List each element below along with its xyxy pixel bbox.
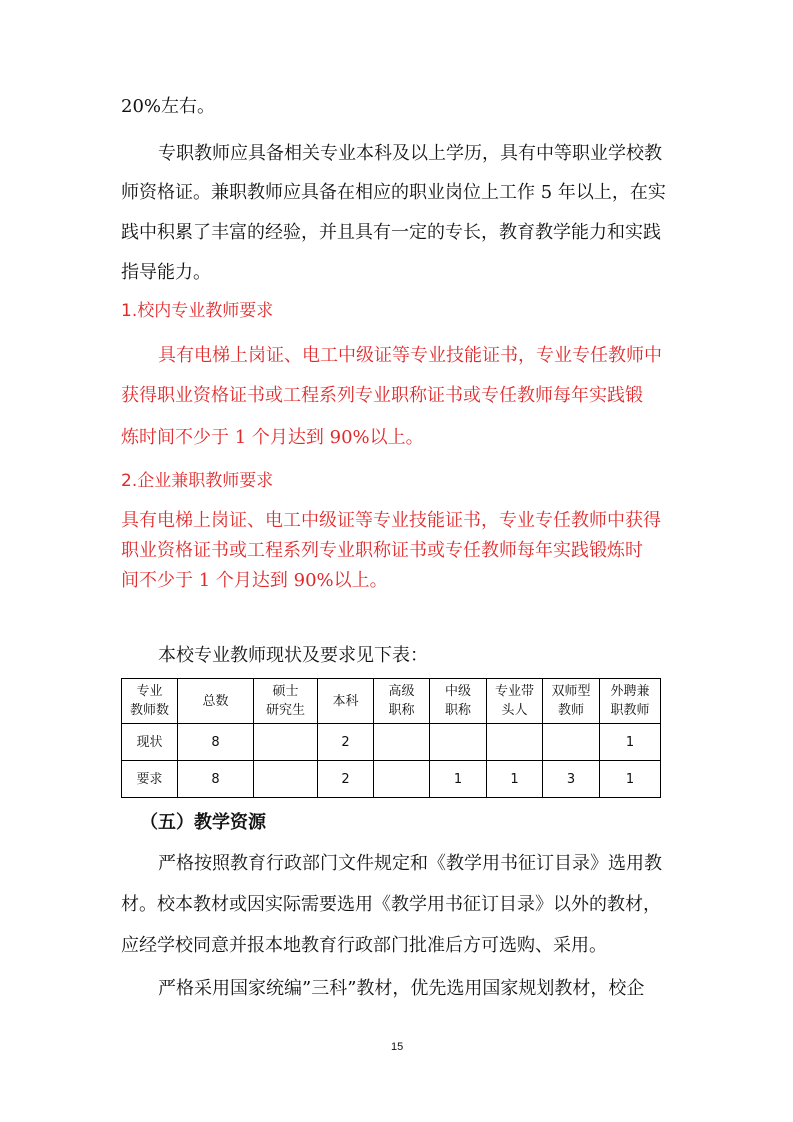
table-cell: 2 — [318, 724, 374, 761]
paragraph-line: 职业资格证书或工程系列专业职称证书或专任教师每年实践锻炼时 — [121, 540, 643, 561]
paragraph-line: 专职教师应具备相关专业本科及以上学历，具有中等职业学校教 — [158, 143, 662, 164]
table-cell — [254, 724, 318, 761]
table-cell: 1 — [600, 761, 661, 798]
header-cell: 中级 职称 — [430, 679, 487, 724]
table-cell: 8 — [178, 724, 254, 761]
table-cell: 1 — [600, 724, 661, 761]
page-number: 15 — [391, 1041, 404, 1053]
table-cell: 要求 — [122, 761, 178, 798]
table-header-row — [122, 679, 661, 724]
table-cell — [430, 724, 487, 761]
table-cell — [543, 724, 600, 761]
table-row — [122, 761, 661, 798]
table-cell — [254, 761, 318, 798]
subheading-internal-teachers: 1.校内专业教师要求 — [121, 301, 274, 321]
header-cell: 总数 — [178, 679, 254, 724]
paragraph-line: 应经学校同意并报本地教育行政部门批准后方可选购、采用。 — [121, 935, 607, 956]
paragraph-line: 具有电梯上岗证、电工中级证等专业技能证书，专业专任教师中 — [158, 345, 662, 366]
table-cell: 2 — [318, 761, 374, 798]
header-cell: 专业 教师数 — [122, 679, 178, 724]
table-intro: 本校专业教师现状及要求见下表： — [158, 645, 428, 666]
header-cell: 硕士 研究生 — [254, 679, 318, 724]
table-cell: 8 — [178, 761, 254, 798]
table-cell — [374, 724, 430, 761]
paragraph-line: 间不少于 1 个月达到 90%以上。 — [121, 570, 388, 591]
paragraph-line: 指导能力。 — [121, 262, 211, 283]
subheading-enterprise-teachers: 2.企业兼职教师要求 — [121, 471, 274, 491]
paragraph-line: 具有电梯上岗证、电工中级证等专业技能证书，专业专任教师中获得 — [121, 510, 661, 531]
paragraph-line: 师资格证。兼职教师应具备在相应的职业岗位上工作 5 年以上，在实 — [121, 182, 666, 203]
header-cell: 本科 — [318, 679, 374, 724]
paragraph-line: 获得职业资格证书或工程系列专业职称证书或专任教师每年实践锻 — [121, 385, 643, 406]
header-cell: 双师型 教师 — [543, 679, 600, 724]
header-cell: 高级 职称 — [374, 679, 430, 724]
table-row — [122, 724, 661, 761]
table-cell — [374, 761, 430, 798]
paragraph-line: 炼时间不少于 1 个月达到 90%以上。 — [121, 427, 424, 448]
table-cell: 现状 — [122, 724, 178, 761]
paragraph-line: 20%左右。 — [121, 96, 216, 117]
paragraph-line: 践中积累了丰富的经验，并且具有一定的专长，教育教学能力和实践 — [121, 222, 661, 243]
table-cell — [487, 724, 543, 761]
header-cell: 外聘兼 职教师 — [600, 679, 661, 724]
header-cell: 专业带 头人 — [487, 679, 543, 724]
table-cell: 3 — [543, 761, 600, 798]
table-cell: 1 — [487, 761, 543, 798]
paragraph-line: 严格按照教育行政部门文件规定和《教学用书征订目录》选用教 — [158, 853, 662, 874]
paragraph-line: 材。校本教材或因实际需要选用《教学用书征订目录》以外的教材， — [121, 894, 661, 915]
paragraph-line: 严格采用国家统编”三科”教材，优先选用国家规划教材，校企 — [158, 978, 645, 999]
section-title-teaching-resources: （五）教学资源 — [140, 812, 266, 833]
teacher-staff-table — [121, 678, 661, 798]
table-cell: 1 — [430, 761, 487, 798]
